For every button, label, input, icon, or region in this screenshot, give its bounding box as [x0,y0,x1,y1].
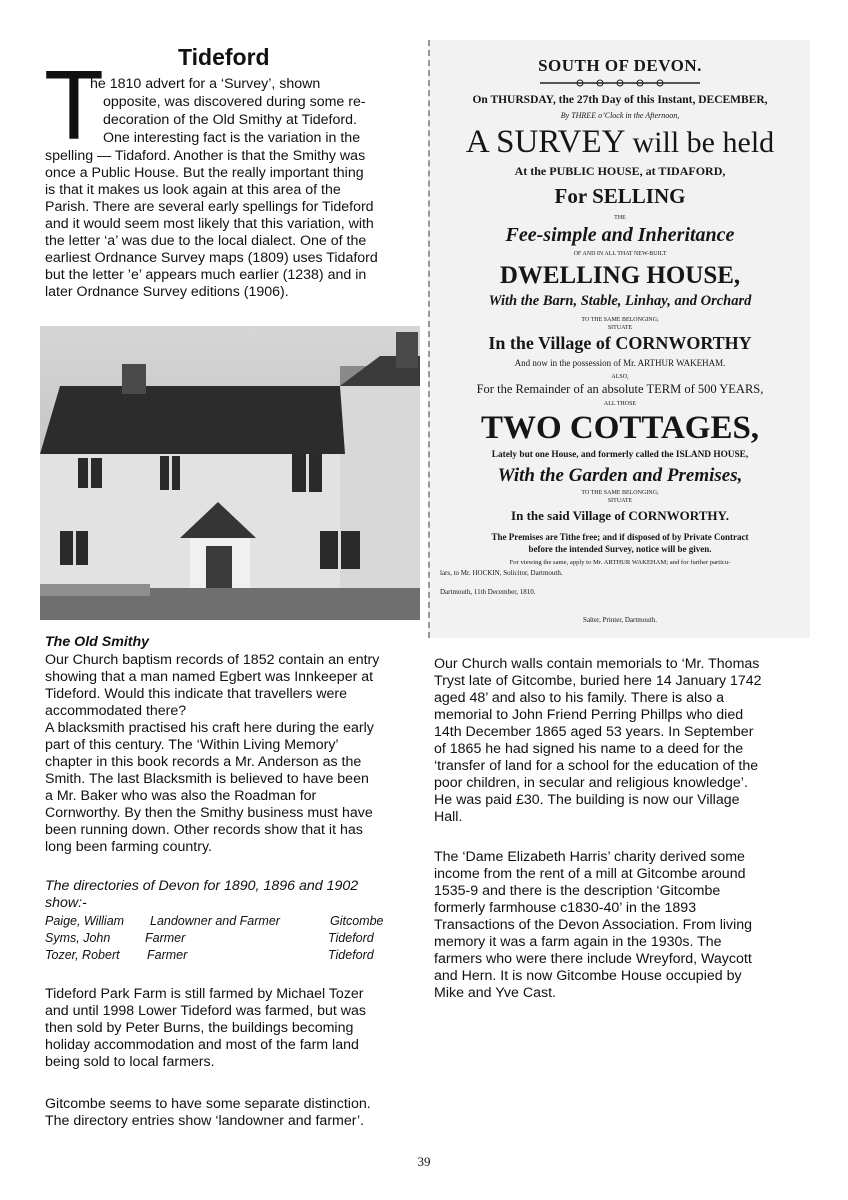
intro-line: once a Public House. But the really important thing [45,165,364,181]
park-farm-line: Tideford Park Farm is still farmed by Michael Tozer [45,986,364,1002]
page-title: Tideford [178,44,270,70]
page-number: 39 [417,1154,431,1169]
directory-place: Tideford [328,948,374,962]
intro-line: and it would seem most likely that this variation, with [45,216,374,232]
old-smithy-photo [40,326,420,620]
memorials-line: of 1865 he had signed his name to a deed for the [434,741,744,757]
advert-line: Lately but one House, and formerly called the ISLAND HOUSE, [491,450,749,460]
advert-line: before the intended Survey, notice will be given. [528,544,712,554]
smithy-line: showing that a man named Egbert was Innkeeper at [45,669,374,685]
advert-line: lars, to Mr. HOCKIN, Solicitor, Dartmouth. [440,569,563,577]
directory-role: Farmer [147,948,188,962]
intro-line: is that it makes us look again at this area of the [45,182,341,198]
advert-line: SOUTH OF DEVON. [538,56,702,75]
smithy-line: accommodated there? [45,703,187,719]
directory-role: Landowner and Farmer [150,914,280,928]
directory-name: Syms, John [45,931,111,945]
advert-line: THE [614,215,626,221]
intro-line: decoration of the Old Smithy at Tideford. [103,112,357,128]
gitcombe-line: The directory entries show ‘landowner and farmer’. [45,1113,365,1129]
advert-line: In the Village of CORNWORTHY [488,333,752,353]
directory-place: Tideford [328,931,374,945]
intro-line: opposite, was discovered during some re- [103,94,366,110]
advert-line: A SURVEY [465,124,625,160]
advert-line: At the PUBLIC HOUSE, at TIDAFORD, [514,164,726,178]
advert-line: For viewing the same, apply to Mr. ARTHUR WAKEHAM; and for further particu- [509,559,731,566]
park-farm-line: being sold to local farmers. [45,1054,215,1070]
memorials-line: ‘transfer of land for a school for the education of the [434,758,759,774]
advert-line: Dartmouth, 11th December, 1810. [440,588,536,596]
drop-cap: T [44,50,104,160]
advert-line: OF AND IN ALL THAT NEW-BUILT [573,251,667,257]
advert-line: The Premises are Tithe free; and if disposed of by Private Contract [491,532,749,542]
smithy-line: Tideford. Would this indicate that travellers were [45,686,348,702]
advert-line: For the Remainder of an absolute TERM of 500 YEARS, [476,382,764,396]
smithy-line: Our Church baptism records of 1852 contain an entry [45,652,380,668]
memorials-line: memorial to John Friend Perring Phillps who died [434,707,744,723]
advert-line: TO THE SAME BELONGING; [581,490,659,496]
smithy-line: part of this century. The ‘Within Living Memory’ [45,737,339,753]
advert-line: On THURSDAY, the 27th Day of this Instant, DECEMBER, [472,94,768,106]
harris-line: farmers who were there include Wreyford, Waycott [434,951,752,967]
smithy-line: chapter in this book records a Mr. Anderson as the [45,754,362,770]
smithy-line: Smith. The last Blacksmith is believed to have been [45,771,369,787]
advert-line: Fee-simple and Inheritance [505,224,735,246]
harris-line: income from the rent of a mill at Gitcombe around [434,866,746,882]
advert-line: ALL THOSE [603,401,637,407]
memorials-line: He was paid £30. The building is now our Village [434,792,740,808]
directories-heading: show:- [45,895,87,911]
survey-advert-1810 [428,40,810,638]
intro-line: earliest Ordnance Survey maps (1809) uses Tidaford [45,250,378,266]
directories-heading: The directories of Devon for 1890, 1896 and 1902 [45,878,359,894]
intro-line: but the letter ’e’ appears much earlier (1238) and in [45,267,367,283]
harris-line: Mike and Yve Cast. [434,985,556,1001]
memorials-line: Our Church walls contain memorials to ‘Mr. Thomas [434,656,760,672]
advert-line: SITUATE [607,498,633,504]
harris-line: Transactions of the Devon Association. From living [434,917,753,933]
park-farm-line: then sold by Peter Burns, the buildings becoming [45,1020,354,1036]
ornament-divider [540,78,700,88]
harris-line: 1535-9 and there is the description ‘Gitcombe [434,883,721,899]
advert-line: With the Garden and Premises, [497,465,743,486]
park-farm-line: and until 1998 Lower Tideford was farmed, but was [45,1003,366,1019]
smithy-line: a Mr. Baker who was also the Roadman for [45,788,317,804]
gitcombe-line: Gitcombe seems to have some separate distinction. [45,1096,371,1112]
directory-role: Farmer [145,931,186,945]
advert-line: And now in the possession of Mr. ARTHUR WAKEHAM. [514,358,726,368]
memorials-line: Hall. [434,809,463,825]
directory-name: Tozer, Robert [45,948,120,962]
intro-line: spelling — Tidaford. Another is that the Smithy was [45,148,366,164]
advert-line: Salter, Printer, Dartmouth. [583,616,657,624]
directory-name: Paige, William [45,914,125,928]
memorials-line: aged 48’ and also to his family. There is also a [434,690,724,706]
intro-line: Parish. There are several early spellings for Tideford [45,199,374,215]
harris-line: formerly farmhouse c1830-40’ in the 1893 [434,900,697,916]
intro-line: he 1810 advert for a ‘Survey’, shown [90,76,321,92]
advert-line: DWELLING HOUSE, [499,262,741,289]
section-heading: The Old Smithy [45,634,150,650]
advert-line: will be held [632,126,775,159]
harris-line: The ‘Dame Elizabeth Harris’ charity derived some [434,849,745,865]
harris-line: memory it was a farm again in the 1930s. The [434,934,722,950]
advert-line: By THREE o’Clock in the Afternoon, [560,111,680,120]
harris-line: and Hern. It is now Gitcombe House occupied by [434,968,742,984]
advert-line: ALSO, [611,374,629,380]
intro-line: later Ordnance Survey editions (1906). [45,284,289,300]
smithy-line: Cornworthy. By then the Smithy business must have [45,805,373,821]
memorials-line: Tryst late of Gitcombe, buried here 14 January 1742 [434,673,762,689]
advert-line: SITUATE [607,325,633,331]
intro-line: One interesting fact is the variation in the [103,130,361,146]
advert-line: For SELLING [554,184,686,208]
park-farm-line: holiday accommodation and most of the farm land [45,1037,359,1053]
advert-line: TWO COTTAGES, [480,410,760,446]
advert-line: In the said Village of CORNWORTHY. [511,508,729,523]
intro-line: the letter ‘a’ was due to the local dialect. One of the [45,233,367,249]
advert-headline [430,124,810,161]
memorials-line: poor children, in secular and religious knowledge’. [434,775,748,791]
smithy-line: long been farming country. [45,839,212,855]
directory-place: Gitcombe [330,914,384,928]
smithy-line: A blacksmith practised his craft here during the early [45,720,374,736]
advert-line: With the Barn, Stable, Linhay, and Orchard [488,293,752,309]
memorials-line: 14th December 1865 aged 53 years. In September [434,724,754,740]
smithy-line: been running down. Other records show that it has [45,822,363,838]
advert-line: TO THE SAME BELONGING; [581,317,659,323]
